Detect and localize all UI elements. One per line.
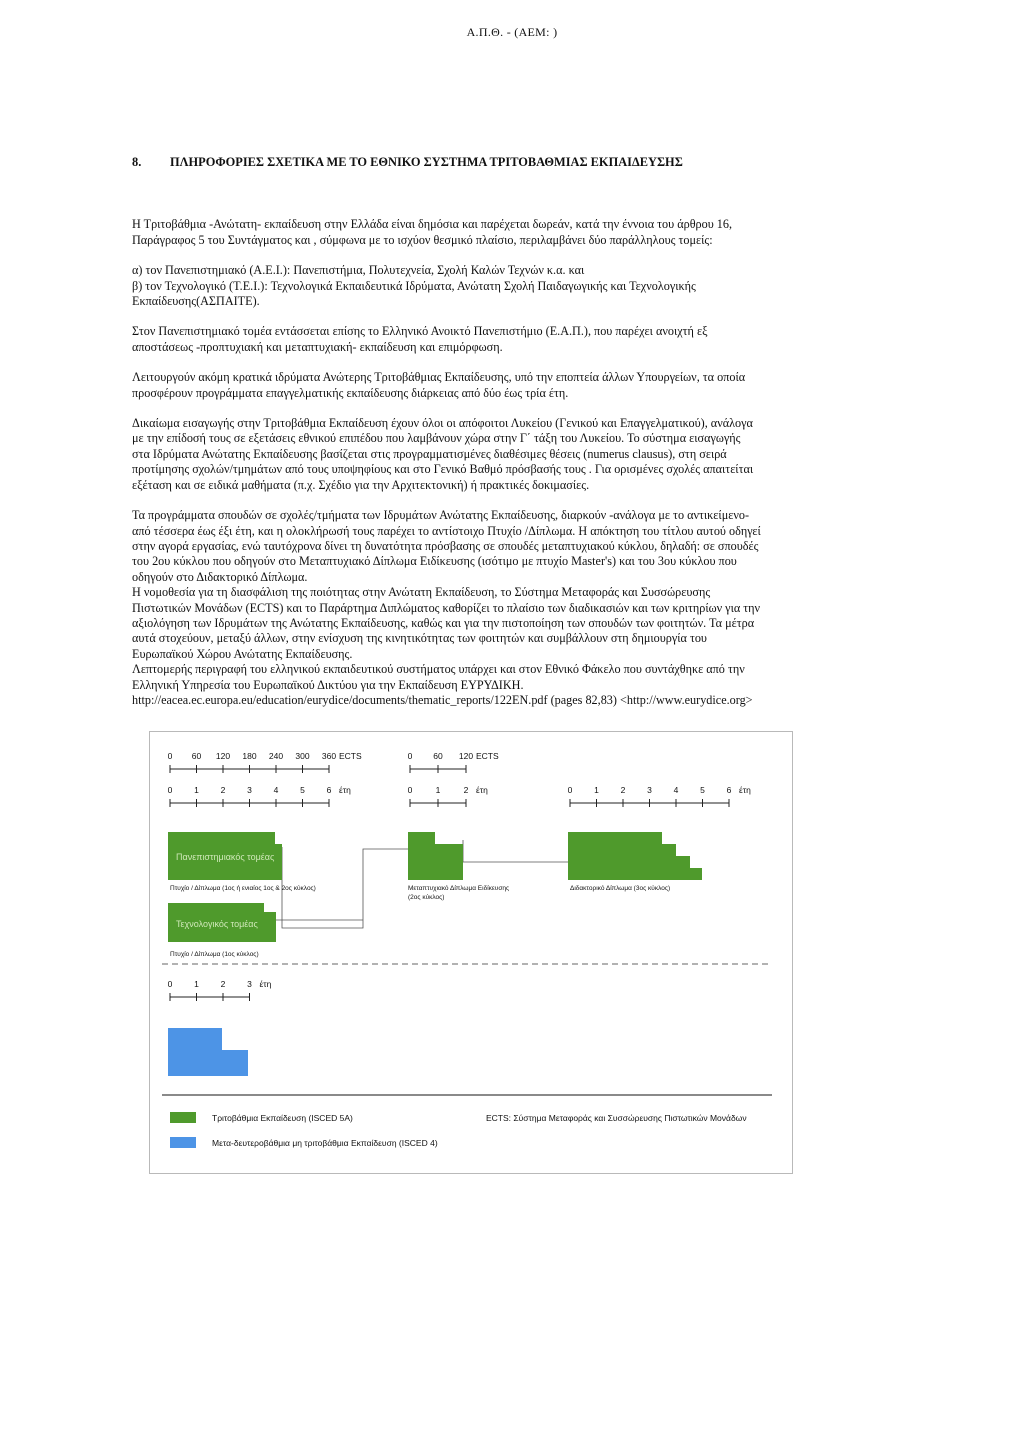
years-scale-3-tick-label: 4 <box>673 785 679 795</box>
ects-scale-2-unit-label: ECTS <box>476 751 499 761</box>
doctoral-block <box>568 832 702 880</box>
paragraph <box>132 416 832 493</box>
years-scale-1-unit-label: έτη <box>339 785 351 795</box>
text-line: αξιολόγηση των Ιδρυμάτων της Ανώτατης Εκπαίδευσης, καθώς και για την πιστοποίηση των σπουδών των φοιτητών. Τα μέτρα <box>132 615 755 630</box>
years-scale-3-tick-label: 2 <box>620 785 626 795</box>
text-line: εξέταση και σε ειδικά μαθήματα (π.χ. Σχέδιο για την Αρχιτεκτονική) ή πρακτικές δοκιμασίες. <box>132 477 590 492</box>
years-scale-1-tick-label: 1 <box>194 785 199 795</box>
text-line: β) τον Τεχνολογικό (Τ.Ε.Ι.): Τεχνολογικά Εκπαιδευτικά Ιδρύματα, Ανώτατη Σχολή Παιδαγωγικής και Τεχνολογικής <box>132 278 696 293</box>
paragraph <box>132 370 832 401</box>
years-scale-1-tick-label: 3 <box>247 785 252 795</box>
text-line: Ευρωπαϊκού Χώρου Ανώτατης Εκπαίδευσης. <box>132 646 353 661</box>
years-scale-2-tick-label: 2 <box>463 785 469 795</box>
text-line: στην αγορά εργασίας, ενώ ταυτόχρονα δίνει τη δυνατότητα πρόσβασης σε σπουδές μεταπτυχιακού κύκλου, δηλαδή: σε σπουδές <box>132 538 759 553</box>
connector-line <box>463 840 570 862</box>
document-body <box>132 155 832 723</box>
years-scale-4-tick-label: 1 <box>194 979 199 989</box>
years-scale-3-tick-label: 5 <box>700 785 705 795</box>
ects-scale-2-tick-label: 60 <box>433 751 443 761</box>
text-line: Ελληνική Υπηρεσία του Ευρωπαϊκού Δικτύου για την Εκπαίδευση ΕΥΡΥΔΙΚΗ. <box>132 677 524 692</box>
text-line: αυτά στοχεύουν, μεταξύ άλλων, στην ενίσχυση της κινητικότητας των φοιτητών και συμβάλλουν στη δημιουργία του <box>132 631 707 646</box>
doctoral-caption: Διδακτορικό Δίπλωμα (3ος κύκλος) <box>570 885 671 892</box>
years-scale-2-tick-label: 0 <box>407 785 413 795</box>
technological-caption: Πτυχίο / Δίπλωμα (1ος κύκλος) <box>170 951 259 958</box>
years-scale-1-tick-label: 6 <box>326 785 332 795</box>
paragraph <box>132 324 832 355</box>
masters-block <box>408 832 463 880</box>
ects-scale-1-tick-label: 300 <box>295 751 310 761</box>
years-scale-1-tick-label: 0 <box>167 785 173 795</box>
text-line: στα Ιδρύματα Ανώτατης Εκπαίδευσης βασίζεται στις προγραμματισμένες διαθέσιμες θέσεις (numerus clausus), στη σειρά <box>132 446 727 461</box>
section-title: ΠΛΗΡΟΦΟΡΙΕΣ ΣΧΕΤΙΚΑ ΜΕ ΤΟ ΕΘΝΙΚΟ ΣΥΣΤΗΜΑ ΤΡΙΤΟΒΑΘΜΙΑΣ ΕΚΠΑΙΔΕΥΣΗΣ <box>170 155 683 169</box>
text-line: αποστάσεως -προπτυχιακή και μεταπτυχιακή- εκπαίδευση και επιμόρφωση. <box>132 339 503 354</box>
years-scale-1-tick-label: 4 <box>273 785 279 795</box>
paragraph <box>132 217 832 248</box>
years-scale-1-tick-label: 5 <box>300 785 305 795</box>
masters-caption-cycle: (2ος κύκλος) <box>408 894 445 901</box>
text-line: με την επίδοσή τους σε εξετάσεις εθνικού επιπέδου που λαμβάνουν χώρα στην Γ΄ τάξη του Λυκείου. Το σύστημα εισαγωγής <box>132 431 741 446</box>
ects-scale-2-tick-label: 120 <box>458 751 474 761</box>
years-scale-3-tick-label: 3 <box>647 785 652 795</box>
education-system-diagram <box>149 731 793 1174</box>
years-scale-3-tick-label: 0 <box>567 785 573 795</box>
legend-ects-note: ECTS: Σύστημα Μεταφοράς και Συσσώρευσης Πιστωτικών Μονάδων <box>486 1113 747 1123</box>
text-line: Τα προγράμματα σπουδών σε σχολές/τμήματα των Ιδρυμάτων Ανώτατης Εκπαίδευσης, διαρκούν -ανάλογα με το αντικείμενο- <box>132 508 750 523</box>
years-scale-4-tick-label: 3 <box>247 979 252 989</box>
paragraphs <box>132 217 832 708</box>
years-scale-4-tick-label: 0 <box>167 979 173 989</box>
text-line: Η νομοθεσία για τη διασφάλιση της ποιότητας στην Ανώτατη Εκπαίδευση, το Σύστημα Μεταφοράς και Συσσώρευσης <box>132 585 711 600</box>
text-line: Δικαίωμα εισαγωγής στην Τριτοβάθμια Εκπαίδευση έχουν όλοι οι απόφοιτοι Λυκείου (Γενικού και Επαγγελματικού), ανάλογα <box>132 416 753 431</box>
paragraph <box>132 508 832 708</box>
text-line: Λειτουργούν ακόμη κρατικά ιδρύματα Ανώτερης Τριτοβάθμιας Εκπαίδευσης, υπό την εποπτεία άλλων Υπουργείων, τα οποία <box>132 370 746 385</box>
text-line: από τέσσερα έως έξι έτη, και η ολοκλήρωσή τους παρέχει το αντίστοιχο Πτυχίο /Δίπλωμα. Η απόκτηση του τίτλου αυτού οδηγεί <box>132 523 761 538</box>
ects-scale-1-tick-label: 360 <box>321 751 337 761</box>
text-line: α) τον Πανεπιστημιακό (Α.Ε.Ι.): Πανεπιστήμια, Πολυτεχνεία, Σχολή Καλών Τεχνών κ.α. και <box>132 263 585 278</box>
ects-scale-2-tick-label: 0 <box>407 751 413 761</box>
legend-swatch-postsecondary <box>170 1137 196 1148</box>
ects-scale-1-tick-label: 240 <box>268 751 284 761</box>
text-line: Εκπαίδευσης(ΑΣΠΑΙΤΕ). <box>132 294 260 309</box>
years-scale-3-tick-label: 1 <box>594 785 599 795</box>
years-scale-4-unit-label: έτη <box>259 979 272 989</box>
university-label: Πανεπιστημιακός τομέας <box>176 852 275 862</box>
text-line: Στον Πανεπιστημιακό τομέα εντάσσεται επίσης το Ελληνικό Ανοικτό Πανεπιστήμιο (Ε.Α.Π.), που παρέχει ανοιχτή εξ <box>132 324 708 339</box>
years-scale-3-unit-label: έτη <box>739 785 751 795</box>
page-header: Α.Π.Θ. - (ΑΕΜ: ) <box>466 25 558 39</box>
years-scale-2-tick-label: 1 <box>435 785 441 795</box>
postsecondary-block <box>168 1028 248 1076</box>
years-scale-1-tick-label: 2 <box>220 785 226 795</box>
diagram-canvas <box>150 732 792 1173</box>
technological-label: Τεχνολογικός τομέας <box>176 919 258 929</box>
paragraph <box>132 263 832 309</box>
text-line: οδηγούν στο Διδακτορικό Δίπλωμα. <box>132 569 308 584</box>
text-line: Πιστωτικών Μονάδων (ECTS) και το Παράρτημα Διπλώματος καθορίζει το πλαίσιο των διαδικασιών και των κριτηρίων για την <box>132 600 761 615</box>
text-line: προτίμησης σχολών/τμημάτων από τους υποψηφίους και στο Γενικό Βαθμό πρόσβασής τους . Για ορισμένες σχολές απαιτείται <box>132 462 754 477</box>
university-caption: Πτυχίο / Δίπλωμα (1ος ή ενιαίος 1ος & 2ος κύκλος) <box>170 885 316 892</box>
ects-scale-1-tick-label: 180 <box>242 751 257 761</box>
text-line: Η Τριτοβάθμια -Ανώτατη- εκπαίδευση στην Ελλάδα είναι δημόσια και παρέχεται δωρεάν, κατά την έννοια του άρθρου 16, <box>132 217 733 232</box>
reference-link[interactable]: http://eacea.ec.europa.eu/education/eurydice/documents/thematic_reports/122EN.pdf (pages 82,83) <http://www.eurydice.org> <box>132 692 753 707</box>
ects-scale-1-tick-label: 120 <box>215 751 231 761</box>
years-scale-3-tick-label: 6 <box>726 785 732 795</box>
years-scale-2-unit-label: έτη <box>476 785 488 795</box>
masters-caption: Μεταπτυχιακό Δίπλωμα Ειδίκευσης <box>408 885 510 892</box>
legend-swatch-tertiary <box>170 1112 196 1123</box>
text-line: Λεπτομερής περιγραφή του ελληνικού εκπαιδευτικού συστήματος υπάρχει και στον Εθνικό Φάκελο που συντάχθηκε από την <box>132 662 745 677</box>
text-line: προσφέρουν προγράμματα επαγγελματικής εκπαίδευσης διάρκειας από δύο έως τρία έτη. <box>132 385 569 400</box>
ects-scale-1-tick-label: 60 <box>191 751 202 761</box>
ects-scale-1-tick-label: 0 <box>167 751 173 761</box>
section-number: 8. <box>132 155 142 169</box>
section-heading <box>132 155 832 170</box>
text-line: Παράγραφος 5 του Συντάγματος και , σύμφωνα με το ισχύον θεσμικό πλαίσιο, περιλαμβάνει δύο παράλληλους τομείς: <box>132 232 713 247</box>
ects-scale-1-unit-label: ECTS <box>339 751 362 761</box>
years-scale-4-tick-label: 2 <box>220 979 226 989</box>
legend-postsecondary-label: Μετα-δευτεροβάθμια μη τριτοβάθμια Εκπαίδευση (ISCED 4) <box>212 1138 438 1148</box>
text-line: του 2ου κύκλου που οδηγούν στο Μεταπτυχιακό Δίπλωμα Ειδίκευσης (ισότιμο με πτυχίο Master's) και του 3ου κύκλου που <box>132 554 737 569</box>
legend-tertiary-label: Τριτοβάθμια Εκπαίδευση (ISCED 5A) <box>212 1113 353 1123</box>
